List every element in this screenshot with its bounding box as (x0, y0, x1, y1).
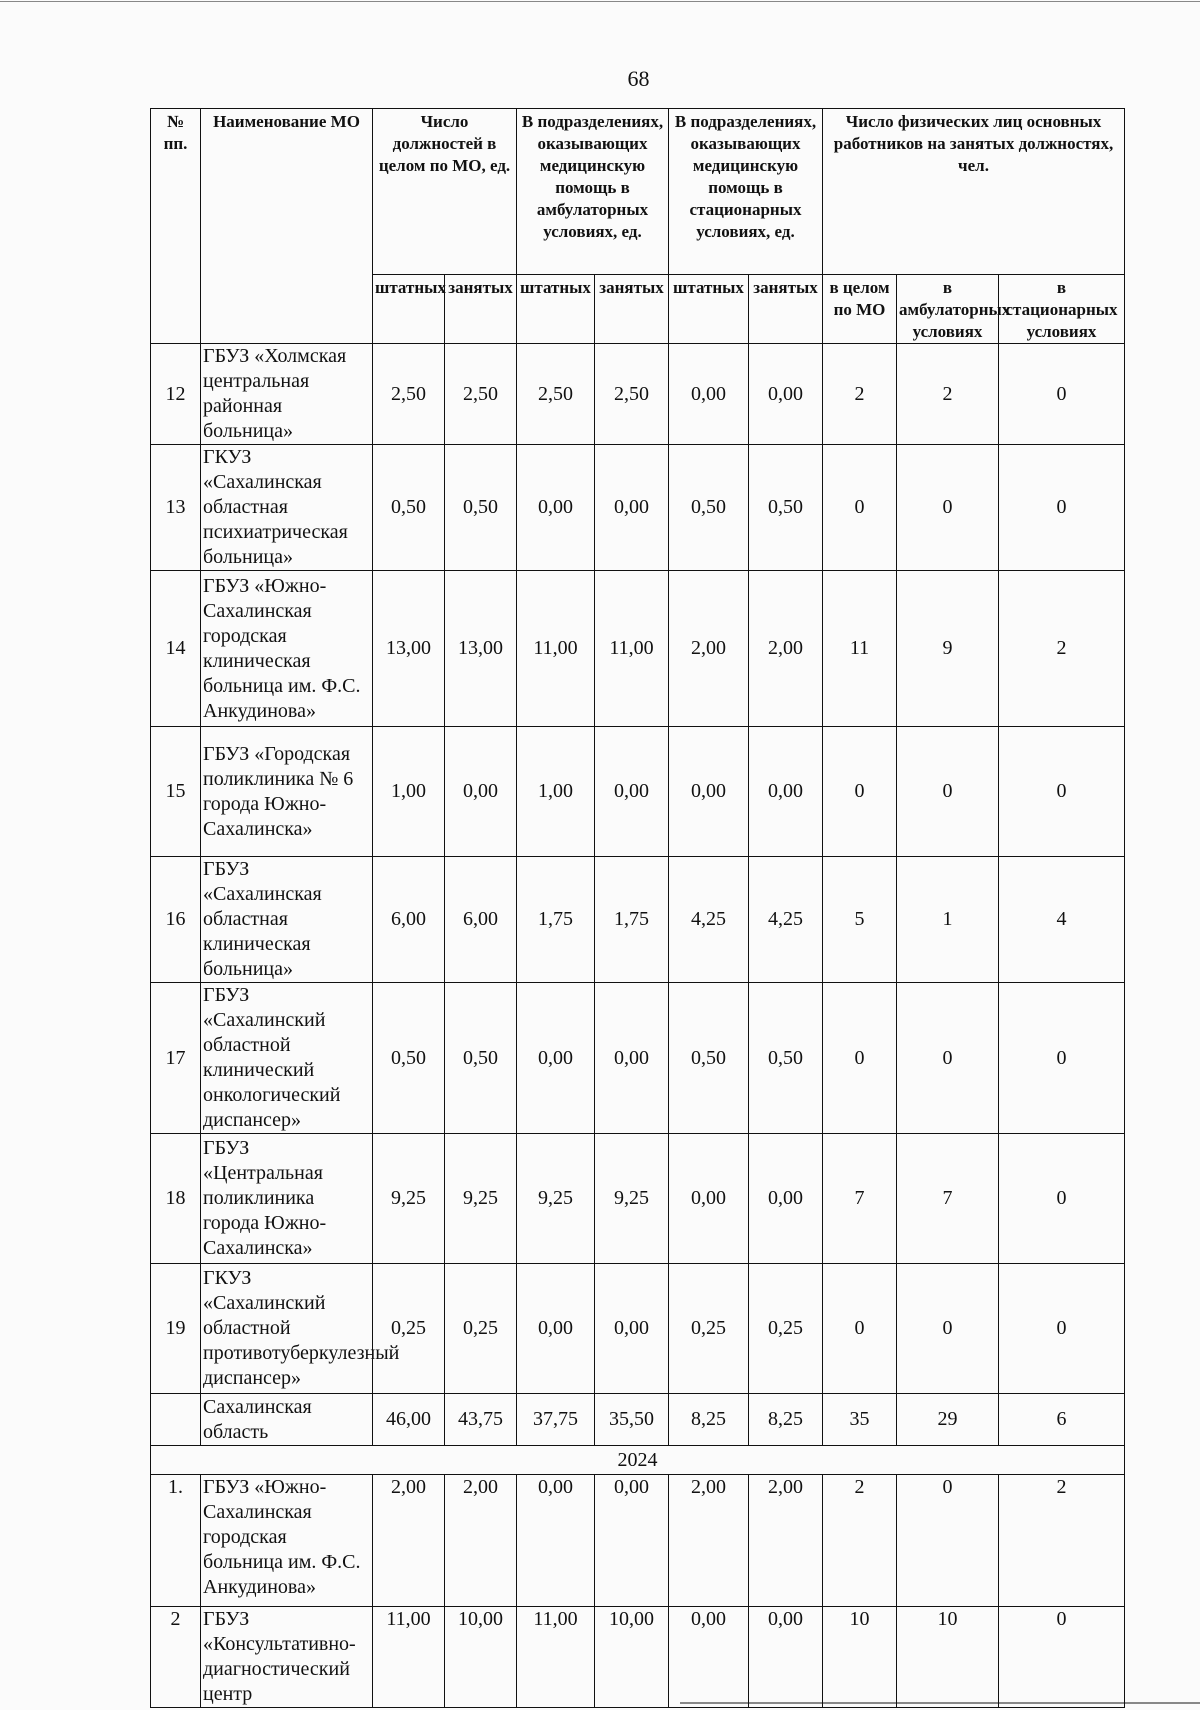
header-staff: штатных (517, 275, 595, 344)
cell-total-staff: 6,00 (373, 857, 445, 983)
cell-persons-total: 0 (823, 983, 897, 1134)
cell-stat-staff: 0,00 (669, 1607, 749, 1708)
cell-stat-occupied: 0,25 (749, 1264, 823, 1394)
year-row (151, 1446, 1125, 1475)
table-row (151, 445, 1125, 571)
cell-total-occupied: 13,00 (445, 571, 517, 727)
cell-persons-total: 35 (823, 1394, 897, 1446)
organization-name: ГБУЗ «Сахалинский областной клинический онкологический диспансер» (201, 983, 373, 1134)
cell-stat-occupied: 0,00 (749, 1607, 823, 1708)
cell-persons-total: 2 (823, 1475, 897, 1607)
cell-persons-total: 0 (823, 445, 897, 571)
cell-amb-occupied: 9,25 (595, 1134, 669, 1264)
cell-persons-ambulatory: 29 (897, 1394, 999, 1446)
cell-stat-staff: 0,50 (669, 445, 749, 571)
cell-persons-stationary: 0 (999, 344, 1125, 445)
cell-persons-stationary: 6 (999, 1394, 1125, 1446)
cell-persons-total: 0 (823, 1264, 897, 1394)
header-stationary-positions: В подразделениях, оказывающих медицинскую помощь в стационарных условиях, ед. (669, 109, 823, 275)
header-occupied: занятых (595, 275, 669, 344)
cell-amb-occupied: 0,00 (595, 1475, 669, 1607)
cell-amb-staff: 0,00 (517, 1475, 595, 1607)
header-staff: штатных (669, 275, 749, 344)
cell-stat-staff: 0,25 (669, 1264, 749, 1394)
header-persons-total: в целом по МО (823, 275, 897, 344)
cell-total-staff: 11,00 (373, 1607, 445, 1708)
header-num: № пп. (151, 109, 201, 344)
organization-name: ГБУЗ «Центральная поликлиника города Южно-Сахалинска» (201, 1134, 373, 1264)
cell-persons-ambulatory: 1 (897, 857, 999, 983)
cell-total-occupied: 10,00 (445, 1607, 517, 1708)
cell-persons-stationary: 2 (999, 571, 1125, 727)
cell-amb-occupied: 0,00 (595, 445, 669, 571)
cell-stat-occupied: 0,00 (749, 344, 823, 445)
cell-amb-occupied: 2,50 (595, 344, 669, 445)
organization-name: ГКУЗ «Сахалинский областной противотуберкулезный диспансер» (201, 1264, 373, 1394)
row-number: 16 (151, 857, 201, 983)
cell-amb-staff: 11,00 (517, 571, 595, 727)
cell-persons-ambulatory: 0 (897, 1264, 999, 1394)
table-body (151, 344, 1125, 1446)
table-body-2024 (151, 1475, 1125, 1708)
cell-amb-occupied: 0,00 (595, 983, 669, 1134)
cell-stat-staff: 0,00 (669, 1134, 749, 1264)
table-row (151, 983, 1125, 1134)
cell-amb-staff: 1,00 (517, 727, 595, 857)
cell-amb-staff: 0,00 (517, 445, 595, 571)
cell-amb-staff: 2,50 (517, 344, 595, 445)
cell-total-occupied: 0,50 (445, 445, 517, 571)
cell-stat-occupied: 0,00 (749, 1134, 823, 1264)
organization-name: ГБУЗ «Южно-Сахалинская городская клиническая больница им. Ф.С. Анкудинова» (201, 571, 373, 727)
cell-stat-occupied: 2,00 (749, 1475, 823, 1607)
cell-amb-occupied: 10,00 (595, 1607, 669, 1708)
cell-persons-ambulatory: 10 (897, 1607, 999, 1708)
table-row (151, 571, 1125, 727)
cell-persons-ambulatory: 0 (897, 983, 999, 1134)
cell-stat-occupied: 0,50 (749, 445, 823, 571)
cell-persons-stationary: 0 (999, 445, 1125, 571)
cell-amb-staff: 0,00 (517, 1264, 595, 1394)
cell-total-occupied: 2,00 (445, 1475, 517, 1607)
cell-total-occupied: 0,00 (445, 727, 517, 857)
cell-persons-ambulatory: 0 (897, 1475, 999, 1607)
cell-amb-occupied: 0,00 (595, 1264, 669, 1394)
header-occupied: занятых (749, 275, 823, 344)
cell-persons-total: 2 (823, 344, 897, 445)
cell-persons-stationary: 0 (999, 1264, 1125, 1394)
table-row (151, 344, 1125, 445)
row-number: 2 (151, 1607, 201, 1708)
organization-name: ГБУЗ «Сахалинская областная клиническая больница» (201, 857, 373, 983)
organization-name: ГБУЗ «Холмская центральная районная больница» (201, 344, 373, 445)
cell-amb-occupied: 0,00 (595, 727, 669, 857)
cell-total-staff: 0,25 (373, 1264, 445, 1394)
header-name: Наименование МО (201, 109, 373, 344)
row-number: 15 (151, 727, 201, 857)
organization-name: ГБУЗ «Консультативно-диагностический центр (201, 1607, 373, 1708)
table-row (151, 1134, 1125, 1264)
cell-persons-ambulatory: 0 (897, 445, 999, 571)
organization-name: ГКУЗ «Сахалинская областная психиатрическая больница» (201, 445, 373, 571)
cell-amb-occupied: 11,00 (595, 571, 669, 727)
cell-total-occupied: 6,00 (445, 857, 517, 983)
header-ambulatory-positions: В подразделениях, оказывающих медицинскую помощь в амбулаторных условиях, ед. (517, 109, 669, 275)
cell-amb-staff: 11,00 (517, 1607, 595, 1708)
header-persons-ambulatory: в амбулаторных условиях (897, 275, 999, 344)
cell-persons-total: 7 (823, 1134, 897, 1264)
cell-amb-staff: 1,75 (517, 857, 595, 983)
staffing-table (150, 108, 1125, 1708)
cell-total-staff: 13,00 (373, 571, 445, 727)
row-number: 12 (151, 344, 201, 445)
row-number: 19 (151, 1264, 201, 1394)
cell-amb-occupied: 35,50 (595, 1394, 669, 1446)
header-occupied: занятых (445, 275, 517, 344)
row-number: 18 (151, 1134, 201, 1264)
year-label: 2024 (151, 1446, 1125, 1475)
cell-total-occupied: 43,75 (445, 1394, 517, 1446)
table-row (151, 857, 1125, 983)
cell-stat-staff: 2,00 (669, 571, 749, 727)
row-number: 14 (151, 571, 201, 727)
header-persons: Число физических лиц основных работников на занятых должностях, чел. (823, 109, 1125, 275)
cell-stat-occupied: 0,00 (749, 727, 823, 857)
cell-stat-occupied: 2,00 (749, 571, 823, 727)
cell-persons-total: 5 (823, 857, 897, 983)
page-number: 68 (627, 66, 650, 91)
cell-amb-staff: 0,00 (517, 983, 595, 1134)
cell-persons-ambulatory: 0 (897, 727, 999, 857)
year-section (151, 1446, 1125, 1475)
cell-persons-ambulatory: 7 (897, 1134, 999, 1264)
cell-stat-staff: 0,00 (669, 344, 749, 445)
cell-amb-staff: 37,75 (517, 1394, 595, 1446)
table-row (151, 1394, 1125, 1446)
table-row (151, 727, 1125, 857)
organization-name: Сахалинская область (201, 1394, 373, 1446)
cell-persons-ambulatory: 2 (897, 344, 999, 445)
row-number: 13 (151, 445, 201, 571)
header-staff: штатных (373, 275, 445, 344)
cell-persons-stationary: 4 (999, 857, 1125, 983)
cell-amb-occupied: 1,75 (595, 857, 669, 983)
cell-persons-stationary: 0 (999, 1607, 1125, 1708)
table-row (151, 1475, 1125, 1607)
cell-persons-stationary: 0 (999, 727, 1125, 857)
cell-total-occupied: 0,50 (445, 983, 517, 1134)
scan-edge-top (0, 1, 1200, 2)
cell-stat-occupied: 0,50 (749, 983, 823, 1134)
header-total-positions: Число должностей в целом по МО, ед. (373, 109, 517, 275)
cell-stat-staff: 8,25 (669, 1394, 749, 1446)
cell-total-staff: 9,25 (373, 1134, 445, 1264)
row-number: 1. (151, 1475, 201, 1607)
cell-persons-stationary: 0 (999, 983, 1125, 1134)
cell-total-occupied: 2,50 (445, 344, 517, 445)
cell-persons-stationary: 0 (999, 1134, 1125, 1264)
table-row (151, 1607, 1125, 1708)
cell-total-occupied: 0,25 (445, 1264, 517, 1394)
cell-stat-staff: 4,25 (669, 857, 749, 983)
cell-persons-total: 10 (823, 1607, 897, 1708)
cell-amb-staff: 9,25 (517, 1134, 595, 1264)
cell-persons-total: 0 (823, 727, 897, 857)
cell-total-staff: 46,00 (373, 1394, 445, 1446)
cell-persons-stationary: 2 (999, 1475, 1125, 1607)
cell-total-staff: 0,50 (373, 445, 445, 571)
cell-total-staff: 2,50 (373, 344, 445, 445)
organization-name: ГБУЗ «Южно-Сахалинская городская больница им. Ф.С. Анкудинова» (201, 1475, 373, 1607)
cell-total-staff: 0,50 (373, 983, 445, 1134)
cell-stat-staff: 0,00 (669, 727, 749, 857)
cell-persons-ambulatory: 9 (897, 571, 999, 727)
cell-stat-staff: 0,50 (669, 983, 749, 1134)
cell-stat-staff: 2,00 (669, 1475, 749, 1607)
table-row (151, 1264, 1125, 1394)
cell-total-occupied: 9,25 (445, 1134, 517, 1264)
cell-total-staff: 1,00 (373, 727, 445, 857)
organization-name: ГБУЗ «Городская поликлиника № 6 города Южно-Сахалинска» (201, 727, 373, 857)
cell-stat-occupied: 4,25 (749, 857, 823, 983)
row-number (151, 1394, 201, 1446)
row-number: 17 (151, 983, 201, 1134)
cell-total-staff: 2,00 (373, 1475, 445, 1607)
cell-persons-total: 11 (823, 571, 897, 727)
cell-stat-occupied: 8,25 (749, 1394, 823, 1446)
header-persons-stationary: в стационарных условиях (999, 275, 1125, 344)
